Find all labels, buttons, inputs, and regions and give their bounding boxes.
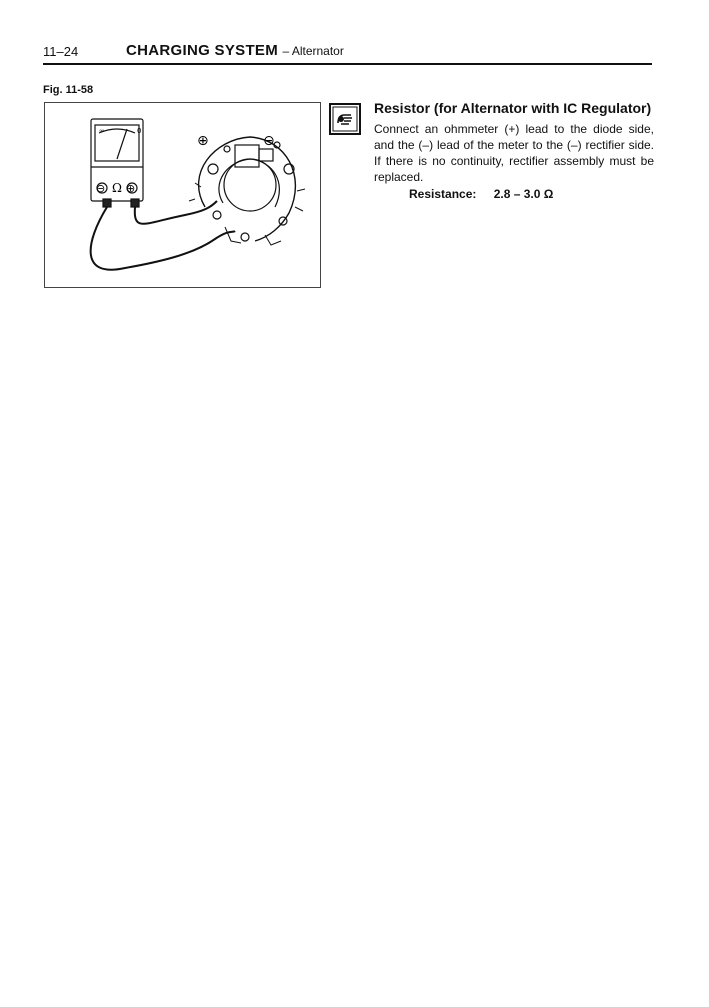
section-subtitle: – Alternator bbox=[282, 44, 344, 58]
inspect-hand-icon bbox=[329, 103, 361, 135]
procedure-text bbox=[374, 100, 654, 201]
meter-zero-mark: 0 bbox=[137, 127, 142, 135]
spec-line bbox=[374, 187, 654, 201]
positive-lead-wire bbox=[135, 201, 217, 224]
probe-plug-right bbox=[131, 199, 139, 207]
ohmmeter-rectifier-illustration bbox=[45, 103, 322, 289]
section-title-main: CHARGING SYSTEM bbox=[126, 42, 279, 59]
item-body: Connect an ohmmeter (+) lead to the diode side, and the (–) lead of the meter to the (–) rectifier side. If there is no continuity, rectifier assembly must be replaced. bbox=[374, 122, 654, 184]
spec-value: 2.8 – 3.0 Ω bbox=[493, 187, 554, 201]
item-heading: Resistor (for Alternator with IC Regulator) bbox=[374, 100, 652, 116]
rectifier-minus-mark: ⊖ bbox=[263, 133, 275, 149]
figure-ohmmeter-rectifier bbox=[44, 102, 321, 288]
meter-minus-symbol: ⊖ bbox=[96, 182, 106, 195]
probe-plug-left bbox=[103, 199, 111, 207]
figure-label: Fig. 11-58 bbox=[43, 84, 94, 96]
page-number: 11–24 bbox=[43, 44, 79, 59]
spec-label: Resistance: bbox=[409, 187, 477, 201]
rectifier-outer bbox=[199, 137, 296, 241]
section-title bbox=[126, 42, 344, 59]
meter-ohm-symbol: Ω bbox=[112, 181, 122, 195]
header-rule bbox=[43, 63, 652, 65]
rectifier-terminal-block bbox=[235, 145, 259, 167]
meter-infinity-mark: ∞ bbox=[99, 127, 105, 135]
meter-plus-symbol: ⊕ bbox=[126, 182, 136, 195]
meter-needle bbox=[117, 129, 127, 159]
rectifier-plus-mark: ⊕ bbox=[197, 133, 209, 149]
